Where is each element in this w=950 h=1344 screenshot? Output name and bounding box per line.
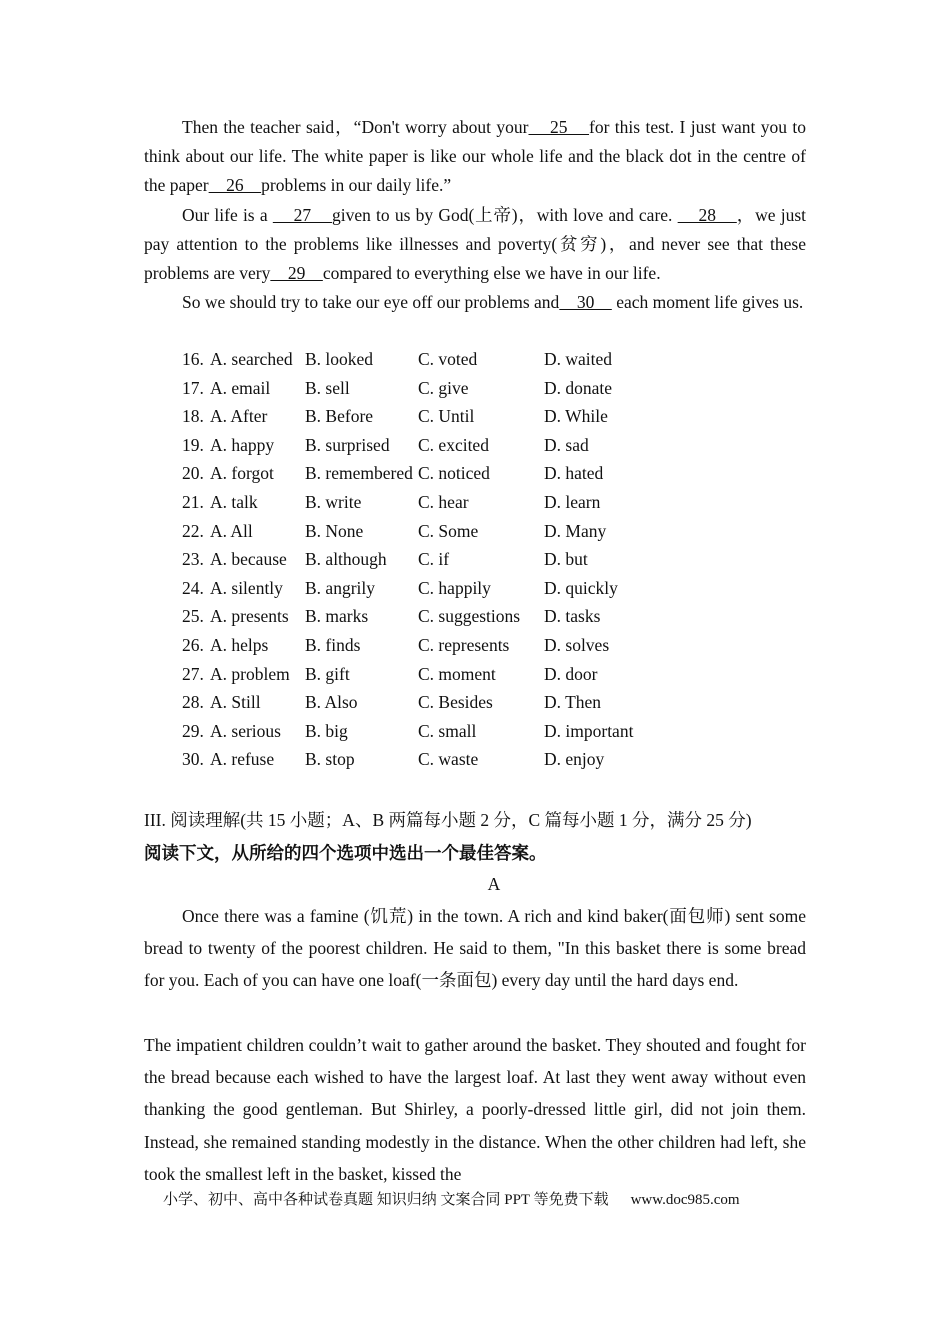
question-number: 19. — [182, 434, 204, 455]
passage-letter: A — [487, 874, 501, 894]
option-d: D. enjoy — [544, 749, 605, 770]
question-number: 21. — [182, 491, 204, 512]
question-row — [182, 345, 802, 374]
question-number: 29. — [182, 720, 204, 741]
option-a: A. because — [210, 549, 287, 570]
option-c: C. if — [418, 549, 450, 570]
question-row — [182, 517, 802, 546]
section-title: III. 阅读理解(共 15 小题；A、B 两篇每小题 2 分，C 篇每小题 1 分，满分 25 分) — [144, 810, 752, 830]
option-a: A. happy — [210, 434, 275, 455]
blank-30: 30 — [559, 292, 612, 312]
question-row — [182, 688, 802, 717]
option-d: D. waited — [544, 349, 613, 369]
option-b: B. although — [305, 549, 387, 570]
question-number: 17. — [182, 377, 204, 398]
blank-28: 28 — [677, 205, 737, 225]
question-number: 28. — [182, 692, 204, 713]
option-d: D. Then — [544, 692, 602, 713]
footer-text: 小学、初中、高中各种试卷真题 知识归纳 文案合同 PPT 等免费下载 — [163, 1192, 609, 1208]
option-c: C. moment — [418, 663, 496, 684]
question-row — [182, 717, 802, 746]
reading-paragraph-2: The impatient children couldn’t wait to gather around the basket. They shouted and fought for the bread because each wished to have the largest loaf. At last they went away without even thanking the good gentleman. But Shirley, a poorly-dressed little girl, did not join them. Instead, she remained standing modestly in the distance. When the other children had left, she took the smallest left in the basket, kissed the — [144, 1035, 806, 1184]
option-b: B. sell — [305, 377, 350, 398]
text-segment: problems in our daily life.” — [261, 175, 452, 195]
question-row — [182, 545, 802, 574]
question-row — [182, 745, 802, 774]
option-b: B. looked — [305, 349, 374, 369]
option-a: A. refuse — [210, 749, 275, 770]
option-a: A. After — [210, 406, 268, 427]
option-a: A. All — [210, 520, 253, 541]
question-number: 20. — [182, 463, 204, 484]
option-b: B. Before — [305, 406, 374, 427]
question-number: 22. — [182, 520, 204, 541]
option-a: A. helps — [210, 634, 269, 655]
question-row — [182, 660, 802, 689]
question-row — [182, 402, 802, 431]
option-d: D. tasks — [544, 606, 601, 627]
option-c: C. Until — [418, 406, 475, 427]
option-d: D. donate — [544, 377, 613, 398]
option-c: C. waste — [418, 749, 479, 770]
text-segment: ，we just pay attention to the problems like illnesses and poverty(贫穷)，and never see that these problems are very — [144, 205, 807, 283]
option-d: D. Many — [544, 520, 607, 541]
option-c: C. Some — [418, 520, 479, 541]
cloze-paragraph-1 — [144, 113, 806, 200]
option-c: C. excited — [418, 434, 489, 455]
option-c: C. represents — [418, 634, 510, 655]
question-number: 24. — [182, 577, 204, 598]
option-d: D. solves — [544, 634, 610, 655]
text-segment: compared to everything else we have in our life. — [322, 263, 661, 283]
option-a: A. forgot — [210, 463, 274, 484]
option-c: C. voted — [418, 349, 478, 369]
option-b: B. angrily — [305, 577, 375, 598]
option-a: A. email — [210, 377, 271, 398]
option-a: A. silently — [210, 577, 283, 598]
option-a: A. presents — [210, 606, 289, 627]
option-d: D. important — [544, 720, 634, 741]
option-a: A. talk — [210, 491, 258, 512]
option-c: C. give — [418, 377, 469, 398]
option-b: B. write — [305, 491, 362, 512]
text-segment: for this test. I just want you to think about our life. The white paper is like our whole life and the black dot in the centre of the paper — [144, 117, 807, 195]
option-d: D. door — [544, 663, 598, 684]
option-c: C. hear — [418, 491, 469, 512]
option-b: B. stop — [305, 749, 355, 770]
cloze-paragraph-2 — [144, 201, 806, 288]
option-c: C. noticed — [418, 463, 490, 484]
option-c: C. small — [418, 720, 477, 741]
option-b: B. None — [305, 520, 364, 541]
text-segment: given to us by God(上帝)，with love and care. — [331, 205, 678, 225]
text-segment: So we should try to take our eye off our problems and — [182, 292, 560, 312]
option-a: A. serious — [210, 720, 281, 741]
option-d: D. but — [544, 549, 588, 570]
option-d: D. While — [544, 406, 608, 427]
option-b: B. surprised — [305, 434, 390, 455]
option-a: A. problem — [210, 663, 290, 684]
question-number: 30. — [182, 749, 204, 770]
question-options-list — [182, 345, 802, 774]
question-row — [182, 602, 802, 631]
option-b: B. big — [305, 720, 348, 741]
option-b: B. marks — [305, 606, 369, 627]
question-number: 23. — [182, 549, 204, 570]
question-number: 26. — [182, 634, 204, 655]
question-row — [182, 631, 802, 660]
blank-27: 27 — [272, 205, 332, 225]
footer — [163, 1188, 740, 1212]
option-a: A. Still — [210, 692, 261, 713]
question-number: 16. — [182, 349, 204, 369]
footer-url: www.doc985.com — [630, 1192, 740, 1208]
question-number: 25. — [182, 606, 204, 627]
question-row — [182, 574, 802, 603]
reading-paragraph-1: Once there was a famine (饥荒) in the town. A rich and kind baker(面包师) sent some bread to twenty of the poorest children. He said to them, "In this basket there is some bread for you. Each of you can have one loaf(一条面包) every day until the hard days end. — [144, 906, 806, 991]
blank-25: 25 — [528, 117, 590, 137]
question-number: 27. — [182, 663, 204, 684]
option-d: D. sad — [544, 434, 589, 455]
instruction: 阅读下文，从所给的四个选项中选出一个最佳答案。 — [144, 843, 547, 863]
option-a: A. searched — [210, 349, 293, 369]
option-b: B. Also — [305, 692, 358, 713]
option-c: C. Besides — [418, 692, 493, 713]
option-c: C. happily — [418, 577, 491, 598]
question-number: 18. — [182, 406, 204, 427]
option-d: D. learn — [544, 491, 601, 512]
option-b: B. gift — [305, 663, 350, 684]
option-c: C. suggestions — [418, 606, 521, 627]
blank-29: 29 — [270, 263, 323, 283]
option-d: D. hated — [544, 463, 604, 484]
blank-26: 26 — [208, 175, 262, 195]
text-segment: Our life is a — [182, 205, 273, 225]
cloze-paragraph-3 — [144, 288, 806, 317]
option-b: B. remembered — [305, 463, 413, 484]
text-segment: each moment life gives us. — [611, 292, 804, 312]
question-row — [182, 431, 802, 460]
question-row — [182, 488, 802, 517]
question-row — [182, 459, 802, 488]
option-b: B. finds — [305, 634, 361, 655]
question-row — [182, 374, 802, 403]
option-d: D. quickly — [544, 577, 618, 598]
text-segment: Then the teacher said，“Don't worry about your — [182, 117, 529, 137]
